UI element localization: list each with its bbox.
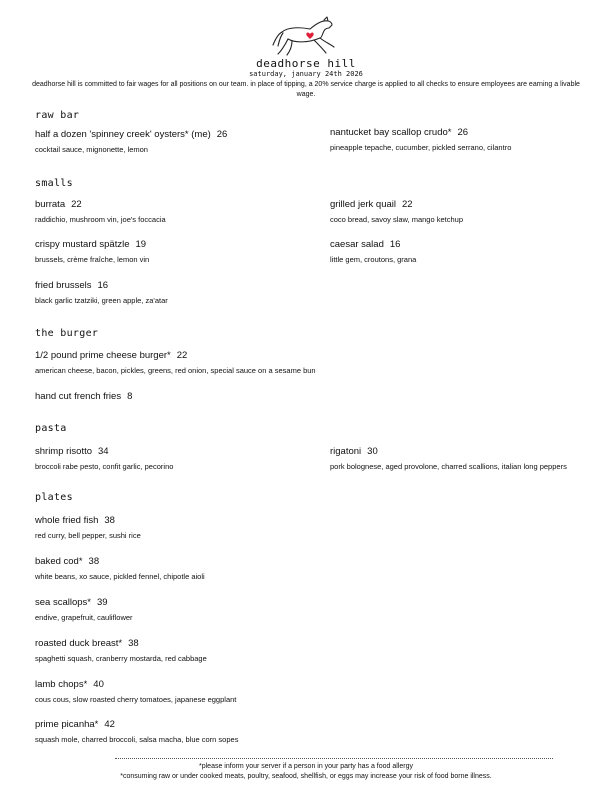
item-description: black garlic tzatziki, green apple, za'atar [35,296,168,305]
allergy-note: *please inform your server if a person in your party has a food allergy [199,763,413,770]
menu-item-spaetzle [35,239,149,265]
item-name: half a dozen 'spinney creek' oysters* (me) [35,129,211,140]
item-price: 22 [402,199,413,210]
item-name: shrimp risotto [35,446,93,457]
item-name: roasted duck breast* [35,638,123,649]
item-price: 38 [104,515,115,526]
item-description: brussels, crème fraîche, lemon vin [35,255,150,264]
menu-item-sea-scallops [35,597,133,623]
menu-item-scallop-crudo [330,127,511,153]
menu-item-lamb-chops [35,679,236,705]
item-description: white beans, xo sauce, pickled fennel, chipotle aioli [35,572,205,581]
item-name: whole fried fish [35,515,99,526]
section-raw-bar-title: raw bar [35,110,80,121]
item-price: 22 [176,350,188,361]
item-name: baked cod* [35,556,83,567]
service-charge-notice: deadhorse hill is committed to fair wages for all positions on our team. in place of tipping, a 20% service charge is applied to all checks to ensure employees are earning a livable wage. [32,81,580,98]
footer-divider [115,758,553,759]
item-price: 30 [367,446,378,457]
item-name: 1/2 pound prime cheese burger* [35,350,171,361]
menu-item-rigatoni [330,446,592,472]
menu-date: saturday, january 24th 2026 [249,70,363,78]
menu-item-prime-picanha [35,719,238,745]
item-name: burrata [35,199,66,210]
item-description: squash mole, charred broccoli, salsa macha, blue corn sopes [35,735,239,744]
restaurant-name: deadhorse hill [256,57,356,70]
item-price: 16 [389,239,401,250]
item-name: grilled jerk quail [330,199,397,210]
menu-item-jerk-quail [330,199,463,225]
item-name: fried brussels [35,280,92,291]
item-name: nantucket bay scallop crudo* [330,127,452,138]
item-description: cocktail sauce, mignonette, lemon [35,145,148,154]
item-price: 19 [135,239,147,250]
item-price: 39 [96,597,108,608]
item-name: crispy mustard spätzle [35,239,130,250]
item-price: 22 [71,199,82,210]
item-name: hand cut french fries [35,391,122,402]
item-description: red curry, bell pepper, sushi rice [35,531,141,540]
menu-item-fried-brussels [35,280,168,306]
item-description: pork bolognese, aged provolone, charred scallions, italian long peppers [330,462,567,471]
section-pasta-title: pasta [35,423,67,434]
section-smalls-title: smalls [35,178,73,189]
item-price: 8 [127,391,133,402]
menu-item-french-fries [35,391,132,403]
menu-item-caesar-salad [330,239,416,265]
item-description: pineapple tepache, cucumber, pickled serrano, cilantro [330,143,512,152]
menu-item-baked-cod [35,556,205,582]
item-description: broccoli rabe pesto, confit garlic, pecorino [35,462,174,471]
menu-item-shrimp-risotto [35,446,173,472]
menu-item-duck-breast [35,638,207,664]
section-plates-title: plates [35,492,73,503]
menu-item-cheese-burger [35,350,316,376]
item-price: 34 [98,446,109,457]
item-price: 40 [93,679,104,690]
item-description: little gem, croutons, grana [330,255,417,264]
item-name: rigatoni [330,446,362,457]
section-burger-title: the burger [35,328,99,339]
item-price: 42 [104,719,115,730]
item-description: coco bread, savoy slaw, mango ketchup [330,215,463,224]
horse-logo-icon [270,14,342,58]
menu-item-whole-fried-fish [35,515,141,541]
item-description: cous cous, slow roasted cherry tomatoes, japanese eggplant [35,695,237,704]
item-name: lamb chops* [35,679,88,690]
item-price: 26 [457,127,469,138]
item-description: endive, grapefruit, cauliflower [35,613,133,622]
item-description: spaghetti squash, cranberry mostarda, red cabbage [35,654,207,663]
menu-item-burrata [35,199,166,225]
raw-food-warning: *consuming raw or under cooked meats, poultry, seafood, shellfish, or eggs may increase your risk of food borne illness. [120,773,492,780]
item-name: sea scallops* [35,597,91,608]
item-name: prime picanha* [35,719,99,730]
item-description: raddichio, mushroom vin, joe's foccacia [35,215,166,224]
item-name: caesar salad [330,239,384,250]
item-price: 16 [97,280,109,291]
item-price: 38 [128,638,139,649]
menu-item-oysters [35,129,227,155]
item-price: 26 [216,129,228,140]
item-price: 38 [88,556,100,567]
item-description: american cheese, bacon, pickles, greens, red onion, special sauce on a sesame bun [35,366,316,375]
